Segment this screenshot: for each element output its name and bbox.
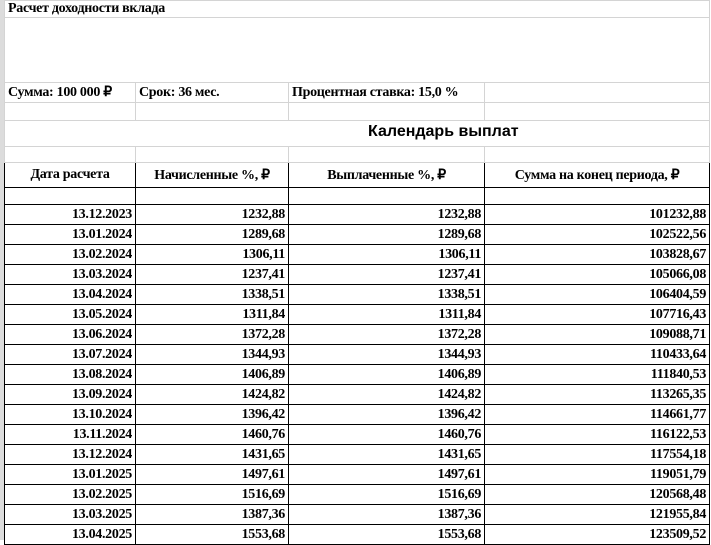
paid-cell[interactable]: 1344,93	[289, 345, 485, 365]
end-sum-cell[interactable]: 111840,53	[485, 365, 710, 385]
end-sum-cell[interactable]: 102522,56	[485, 225, 710, 245]
cell[interactable]	[485, 103, 710, 121]
paid-cell[interactable]: 1372,28	[289, 325, 485, 345]
table-row	[5, 465, 710, 485]
paid-cell[interactable]: 1424,82	[289, 385, 485, 405]
date-cell[interactable]: 13.02.2024	[5, 245, 136, 265]
date-cell[interactable]: 13.10.2024	[5, 405, 136, 425]
accrued-cell[interactable]: 1338,51	[136, 285, 289, 305]
table-row	[5, 485, 710, 505]
accrued-cell[interactable]: 1424,82	[136, 385, 289, 405]
rate-cell[interactable]: Процентная ставка: 15,0 %	[289, 83, 485, 103]
table-row	[5, 285, 710, 305]
cell[interactable]	[5, 147, 136, 163]
end-sum-cell[interactable]: 123509,52	[485, 525, 710, 545]
date-cell[interactable]: 13.06.2024	[5, 325, 136, 345]
header-paid[interactable]: Выплаченные %, ₽	[289, 163, 485, 188]
end-sum-cell[interactable]: 116122,53	[485, 425, 710, 445]
cell[interactable]	[136, 103, 289, 121]
end-sum-cell[interactable]: 107716,43	[485, 305, 710, 325]
paid-cell[interactable]: 1338,51	[289, 285, 485, 305]
end-sum-cell[interactable]: 110433,64	[485, 345, 710, 365]
cell[interactable]	[289, 188, 485, 205]
cell[interactable]	[289, 103, 485, 121]
end-sum-cell[interactable]: 121955,84	[485, 505, 710, 525]
paid-cell[interactable]: 1516,69	[289, 485, 485, 505]
cell[interactable]	[136, 147, 289, 163]
paid-cell[interactable]: 1431,65	[289, 445, 485, 465]
date-cell[interactable]: 13.12.2024	[5, 445, 136, 465]
end-sum-cell[interactable]: 120568,48	[485, 485, 710, 505]
table-header-row	[5, 163, 710, 188]
table-row	[5, 305, 710, 325]
paid-cell[interactable]: 1497,61	[289, 465, 485, 485]
accrued-cell[interactable]: 1232,88	[136, 205, 289, 225]
accrued-cell[interactable]: 1387,36	[136, 505, 289, 525]
calendar-title-cell[interactable]	[5, 121, 710, 147]
header-accrued[interactable]: Начисленные %, ₽	[136, 163, 289, 188]
date-cell[interactable]: 13.05.2024	[5, 305, 136, 325]
date-cell[interactable]: 13.08.2024	[5, 365, 136, 385]
cell[interactable]	[485, 147, 710, 163]
paid-cell[interactable]: 1396,42	[289, 405, 485, 425]
end-sum-cell[interactable]: 103828,67	[485, 245, 710, 265]
table-row	[5, 225, 710, 245]
accrued-cell[interactable]: 1406,89	[136, 365, 289, 385]
cell[interactable]	[5, 103, 136, 121]
table-row	[5, 345, 710, 365]
header-end-sum[interactable]: Сумма на конец периода, ₽	[485, 163, 710, 188]
date-cell[interactable]: 13.03.2025	[5, 505, 136, 525]
accrued-cell[interactable]: 1372,28	[136, 325, 289, 345]
date-cell[interactable]: 13.03.2024	[5, 265, 136, 285]
end-sum-cell[interactable]: 114661,77	[485, 405, 710, 425]
paid-cell[interactable]: 1553,68	[289, 525, 485, 545]
end-sum-cell[interactable]: 113265,35	[485, 385, 710, 405]
cell[interactable]	[5, 18, 710, 83]
accrued-cell[interactable]: 1516,69	[136, 485, 289, 505]
end-sum-cell[interactable]: 109088,71	[485, 325, 710, 345]
table-row	[5, 405, 710, 425]
paid-cell[interactable]: 1232,88	[289, 205, 485, 225]
accrued-cell[interactable]: 1553,68	[136, 525, 289, 545]
accrued-cell[interactable]: 1344,93	[136, 345, 289, 365]
cell[interactable]	[485, 188, 710, 205]
sum-cell[interactable]: Сумма: 100 000 ₽	[5, 83, 136, 103]
date-cell[interactable]: 13.04.2024	[5, 285, 136, 305]
paid-cell[interactable]: 1237,41	[289, 265, 485, 285]
paid-cell[interactable]: 1289,68	[289, 225, 485, 245]
table-row	[5, 525, 710, 545]
accrued-cell[interactable]: 1311,84	[136, 305, 289, 325]
end-sum-cell[interactable]: 101232,88	[485, 205, 710, 225]
accrued-cell[interactable]: 1237,41	[136, 265, 289, 285]
spreadsheet-grid	[4, 0, 710, 545]
date-cell[interactable]: 13.07.2024	[5, 345, 136, 365]
table-row	[5, 265, 710, 285]
accrued-cell[interactable]: 1431,65	[136, 445, 289, 465]
table-row	[5, 365, 710, 385]
date-cell[interactable]: 13.12.2023	[5, 205, 136, 225]
cell[interactable]	[5, 188, 136, 205]
end-sum-cell[interactable]: 105066,08	[485, 265, 710, 285]
date-cell[interactable]: 13.02.2025	[5, 485, 136, 505]
table-row	[5, 245, 710, 265]
cell[interactable]	[136, 188, 289, 205]
table-row	[5, 425, 710, 445]
table-row	[5, 325, 710, 345]
accrued-cell[interactable]: 1289,68	[136, 225, 289, 245]
paid-cell[interactable]: 1406,89	[289, 365, 485, 385]
date-cell[interactable]: 13.01.2024	[5, 225, 136, 245]
sheet-title[interactable]: Расчет доходности вклада	[5, 1, 485, 18]
calendar-title: Календарь выплат	[368, 123, 519, 140]
accrued-cell[interactable]: 1396,42	[136, 405, 289, 425]
header-date[interactable]: Дата расчета	[5, 163, 136, 188]
accrued-cell[interactable]: 1460,76	[136, 425, 289, 445]
cell[interactable]	[485, 83, 710, 103]
table-row	[5, 445, 710, 465]
cell[interactable]	[289, 147, 485, 163]
table-row	[5, 385, 710, 405]
cell[interactable]	[485, 1, 710, 18]
end-sum-cell[interactable]: 119051,79	[485, 465, 710, 485]
date-cell[interactable]: 13.09.2024	[5, 385, 136, 405]
accrued-cell[interactable]: 1306,11	[136, 245, 289, 265]
table-row	[5, 505, 710, 525]
accrued-cell[interactable]: 1497,61	[136, 465, 289, 485]
date-cell[interactable]: 13.01.2025	[5, 465, 136, 485]
end-sum-cell[interactable]: 117554,18	[485, 445, 710, 465]
end-sum-cell[interactable]: 106404,59	[485, 285, 710, 305]
term-cell[interactable]: Срок: 36 мес.	[136, 83, 289, 103]
paid-cell[interactable]: 1311,84	[289, 305, 485, 325]
paid-cell[interactable]: 1460,76	[289, 425, 485, 445]
paid-cell[interactable]: 1387,36	[289, 505, 485, 525]
date-cell[interactable]: 13.04.2025	[5, 525, 136, 545]
table-row	[5, 205, 710, 225]
date-cell[interactable]: 13.11.2024	[5, 425, 136, 445]
paid-cell[interactable]: 1306,11	[289, 245, 485, 265]
